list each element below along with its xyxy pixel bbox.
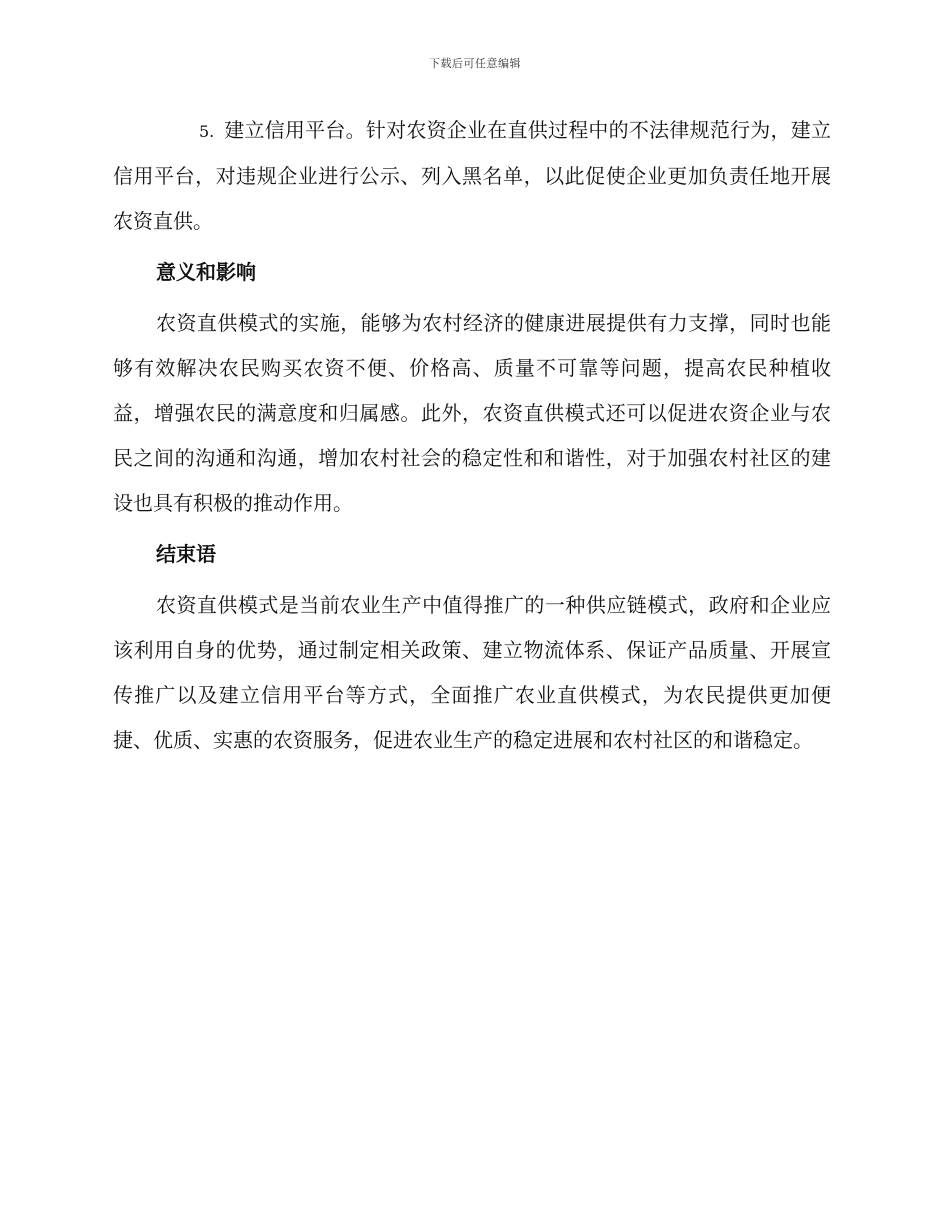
- section-heading-significance: 意义和影响: [156, 260, 256, 284]
- document-body: [113, 108, 831, 769]
- page-header: 下载后可任意编辑: [429, 57, 521, 70]
- list-item-text: 建立信用平台。针对农资企业在直供过程中的不法律规范行为，建立信用平台，对违规企业进行公示、列入黑名单，以此促使企业更加负责任地开展农资直供。: [113, 118, 831, 233]
- list-item-5: [113, 108, 831, 244]
- paragraph-significance: 农资直供模式的实施，能够为农村经济的健康进展提供有力支撑，同时也能够有效解决农民购买农资不便、价格高、质量不可靠等问题，提高农民种植收益，增强农民的满意度和归属感。此外，农资直供模式还可以促进农资企业与农民之间的沟通和沟通，增加农村社会的稳定性和和谐性，对于加强农村社区的建设也具有积极的推动作用。: [113, 311, 831, 515]
- list-number: 5.: [199, 122, 215, 141]
- section-heading-conclusion: 结束语: [156, 542, 216, 566]
- paragraph-conclusion: 农资直供模式是当前农业生产中值得推广的一种供应链模式，政府和企业应该利用自身的优势，通过制定相关政策、建立物流体系、保证产品质量、开展宣传推广以及建立信用平台等方式，全面推广农业直供模式，为农民提供更加便捷、优质、实惠的农资服务，促进农业生产的稳定进展和农村社区的和谐稳定。: [113, 593, 831, 752]
